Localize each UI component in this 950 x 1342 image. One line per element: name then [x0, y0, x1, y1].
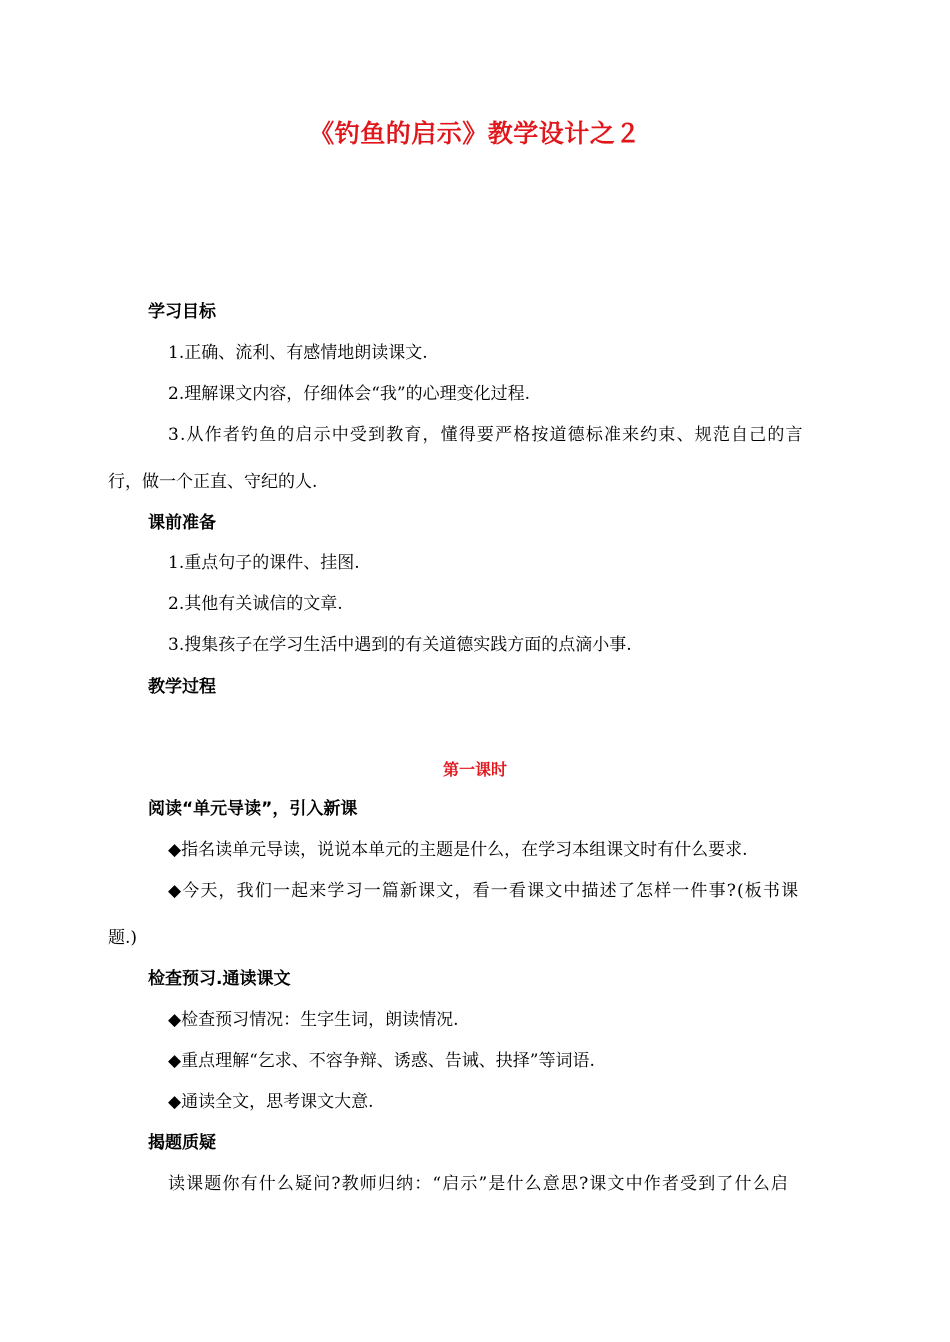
section-heading-preview-check: 检查预习.通读课文 — [148, 969, 291, 989]
section-heading-questioning: 揭题质疑 — [148, 1133, 216, 1153]
section-heading-reading-guide: 阅读“单元导读”，引入新课 — [148, 799, 358, 819]
preview-check-item: ◆重点理解“乞求、不容争辩、诱惑、告诫、抉择”等词语. — [168, 1051, 595, 1071]
prep-item: 3.搜集孩子在学习生活中遇到的有关道德实践方面的点滴小事. — [168, 635, 632, 655]
lesson-label: 第一课时 — [442, 760, 507, 779]
goal-item: 2.理解课文内容，仔细体会“我”的心理变化过程. — [168, 384, 531, 404]
prep-item: 1.重点句子的课件、挂图. — [168, 553, 360, 573]
prep-item: 2.其他有关诚信的文章. — [168, 594, 343, 614]
goal-item: 3.从作者钓鱼的启示中受到教育，懂得要严格按道德标准来约束、规范自己的言 — [168, 425, 804, 445]
reading-guide-item: ◆指名读单元导读，说说本单元的主题是什么，在学习本组课文时有什么要求. — [168, 840, 748, 860]
reading-guide-item: ◆今天，我们一起来学习一篇新课文，看一看课文中描述了怎样一件事?(板书课 — [168, 881, 800, 901]
goal-item-continuation: 行，做一个正直、守纪的人. — [108, 472, 318, 492]
goal-item: 1.正确、流利、有感情地朗读课文. — [168, 343, 428, 363]
document-title: 《钓鱼的启示》教学设计之２ — [309, 119, 641, 148]
section-heading-process: 教学过程 — [148, 677, 216, 697]
questioning-item: 读课题你有什么疑问?教师归纳：“启示”是什么意思?课文中作者受到了什么启 — [168, 1174, 790, 1194]
preview-check-item: ◆检查预习情况：生字生词，朗读情况. — [168, 1010, 459, 1030]
section-heading-goals: 学习目标 — [148, 302, 216, 322]
section-heading-prep: 课前准备 — [148, 513, 216, 533]
preview-check-item: ◆通读全文，思考课文大意. — [168, 1092, 374, 1112]
reading-guide-item-continuation: 题.) — [108, 928, 138, 948]
